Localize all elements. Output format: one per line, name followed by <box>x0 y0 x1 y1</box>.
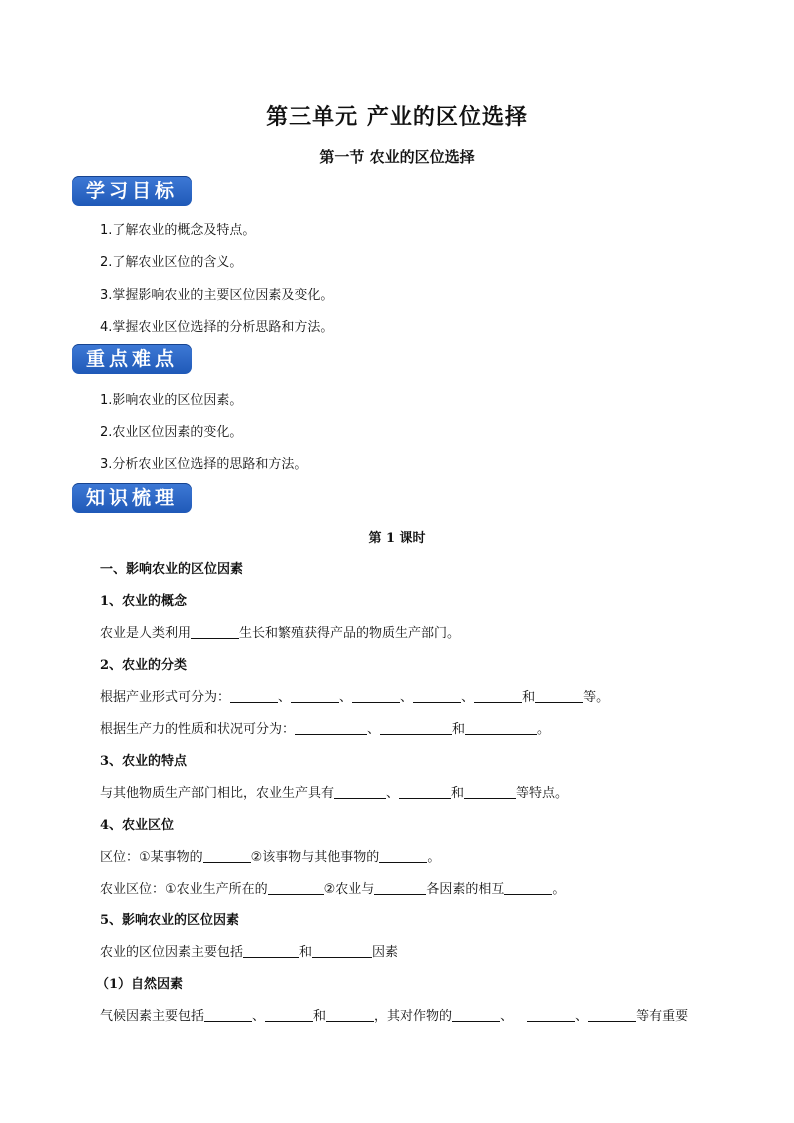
subheading: 4、农业区位 <box>100 818 175 833</box>
key-point-item: 2.农业区位因素的变化。 <box>100 425 243 440</box>
unit-title: 第三单元 产业的区位选择 <box>266 104 528 130</box>
fill-blank[interactable] <box>374 880 426 895</box>
text: 、 <box>461 690 475 705</box>
text: 生长和繁殖获得产品的物质生产部门。 <box>239 626 461 641</box>
text: 、 <box>278 690 292 705</box>
subheading: 3、农业的特点 <box>100 754 188 769</box>
fill-blank[interactable] <box>352 688 400 703</box>
fill-blank[interactable] <box>588 1007 636 1022</box>
factors-line <box>100 941 398 960</box>
text: ②该事物与其他事物的 <box>250 850 380 865</box>
key-points-badge: 重点难点 <box>72 344 192 374</box>
location-line-1 <box>100 846 440 865</box>
knowledge-badge: 知识梳理 <box>72 483 192 513</box>
fill-blank[interactable] <box>474 688 522 703</box>
text: 因素 <box>372 945 399 960</box>
key-point-item: 3.分析农业区位选择的思路和方法。 <box>100 457 308 472</box>
objective-item: 4.掌握农业区位选择的分析思路和方法。 <box>100 320 334 335</box>
text: 、 <box>339 690 353 705</box>
text: 农业的区位因素主要包括 <box>100 945 244 960</box>
text: 、 <box>500 1009 514 1024</box>
text: 等。 <box>583 690 610 705</box>
fill-blank[interactable] <box>295 720 367 735</box>
objective-item: 1.了解农业的概念及特点。 <box>100 223 256 238</box>
fill-blank[interactable] <box>243 943 299 958</box>
objective-item: 3.掌握影响农业的主要区位因素及变化。 <box>100 288 334 303</box>
fill-blank[interactable] <box>464 784 516 799</box>
text: 和 <box>522 690 536 705</box>
fill-blank[interactable] <box>334 784 386 799</box>
subheading: 2、农业的分类 <box>100 658 188 673</box>
objectives-badge: 学习目标 <box>72 176 192 206</box>
text: 、 <box>400 690 414 705</box>
fill-blank[interactable] <box>527 1007 575 1022</box>
text: 各因素的相互 <box>426 882 505 897</box>
key-point-item: 1.影响农业的区位因素。 <box>100 393 243 408</box>
section-title: 第一节 农业的区位选择 <box>319 148 475 166</box>
objective-item: 2.了解农业区位的含义。 <box>100 255 243 270</box>
fill-blank[interactable] <box>268 880 324 895</box>
text: 和 <box>299 945 313 960</box>
fill-blank[interactable] <box>535 688 583 703</box>
subheading: 5、影响农业的区位因素 <box>100 913 240 928</box>
fill-blank[interactable] <box>203 848 251 863</box>
text: 等特点。 <box>516 786 569 801</box>
text: 气候因素主要包括 <box>100 1009 205 1024</box>
text: 等有重要 <box>636 1009 689 1024</box>
fill-blank[interactable] <box>265 1007 313 1022</box>
text: 根据生产力的性质和状况可分为： <box>100 722 296 737</box>
location-line-2 <box>100 878 565 897</box>
lesson-heading: 第 1 课时 <box>368 531 426 546</box>
fill-blank[interactable] <box>504 880 552 895</box>
text: 和 <box>452 722 466 737</box>
text: 。 <box>427 850 441 865</box>
text: 根据产业形式可分为： <box>100 690 231 705</box>
subheading: （1）自然因素 <box>96 977 184 992</box>
text: ，其对作物的 <box>374 1009 453 1024</box>
fill-blank[interactable] <box>380 720 452 735</box>
text: ②农业与 <box>323 882 375 897</box>
text: 。 <box>537 722 551 737</box>
text: 和 <box>313 1009 327 1024</box>
classification-line-1 <box>100 686 609 705</box>
fill-blank[interactable] <box>230 688 278 703</box>
fill-blank[interactable] <box>191 624 239 639</box>
text: 。 <box>552 882 566 897</box>
text: 、 <box>575 1009 589 1024</box>
text: 、 <box>367 722 381 737</box>
fill-blank[interactable] <box>326 1007 374 1022</box>
fill-blank[interactable] <box>312 943 372 958</box>
concept-line <box>100 622 460 641</box>
text: 农业是人类利用 <box>100 626 192 641</box>
classification-line-2 <box>100 718 550 737</box>
text: 农业区位：①农业生产所在的 <box>100 882 268 897</box>
fill-blank[interactable] <box>465 720 537 735</box>
text: 、 <box>252 1009 266 1024</box>
section-heading: 一、影响农业的区位因素 <box>100 562 244 577</box>
fill-blank[interactable] <box>379 848 427 863</box>
text: 与其他物质生产部门相比，农业生产具有 <box>100 786 335 801</box>
climate-line <box>100 1005 688 1024</box>
fill-blank[interactable] <box>204 1007 252 1022</box>
fill-blank[interactable] <box>291 688 339 703</box>
text: 、 <box>386 786 400 801</box>
fill-blank[interactable] <box>452 1007 500 1022</box>
features-line <box>100 782 568 801</box>
text: 区位：①某事物的 <box>100 850 203 865</box>
fill-blank[interactable] <box>399 784 451 799</box>
fill-blank[interactable] <box>413 688 461 703</box>
subheading: 1、农业的概念 <box>100 594 188 609</box>
text: 和 <box>451 786 465 801</box>
